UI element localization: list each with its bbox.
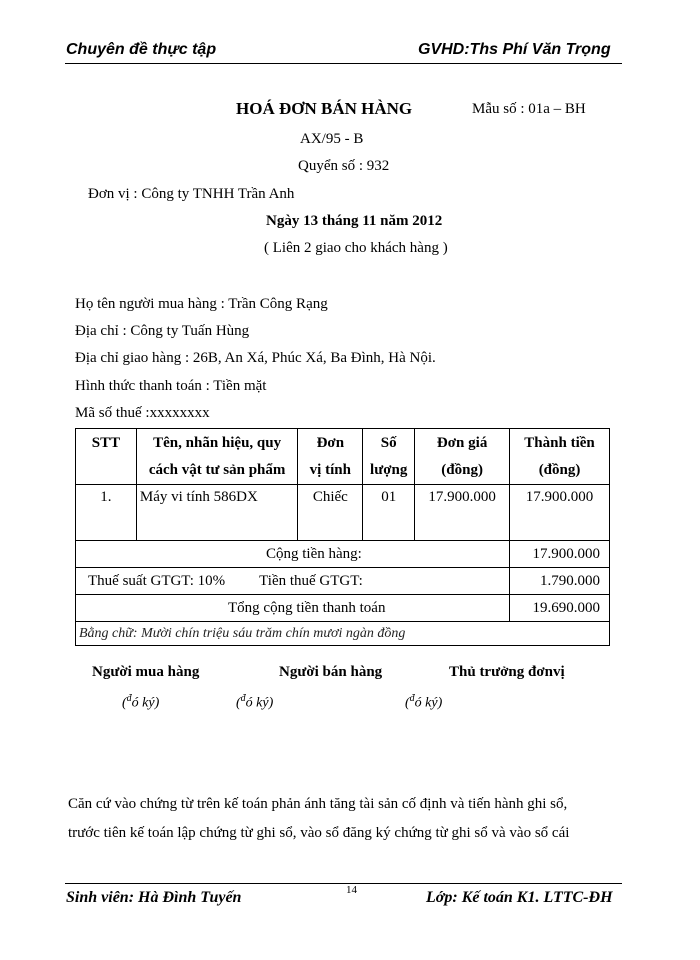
invoice-series: AX/95 - B (300, 131, 364, 147)
vat-rate: Thuế suất GTGT: 10% (88, 572, 226, 589)
amount-in-words: Bằng chữ: Mười chín triệu sáu trăm chín mươi ngàn đồng (76, 622, 610, 646)
subtotal-row (76, 541, 610, 568)
signature-buyer-label: Người mua hàng (92, 664, 200, 680)
col-header-amount: Thành tiền (đồng) (510, 429, 610, 485)
row-price: 17.900.000 (415, 485, 510, 541)
signature-seller-signed: ($^đ$ó ký) (236, 693, 274, 711)
col-header-quantity: Số lượng (363, 429, 415, 485)
col-header-price: Đơn giá (đồng) (415, 429, 510, 485)
total-label: Tổng cộng tiền thanh toán (76, 595, 510, 622)
table-header-row (76, 429, 610, 485)
subtotal-value: 17.900.000 (510, 541, 610, 568)
total-value: 19.690.000 (510, 595, 610, 622)
signature-seller-label: Người bán hàng (279, 664, 383, 680)
col-header-stt: STT (76, 429, 137, 485)
body-line-2: trước tiên kế toán lập chứng từ ghi sổ, vào sổ đăng ký chứng từ ghi sổ và vào sổ cái (68, 825, 570, 841)
header-divider (65, 63, 622, 64)
in-words-row (76, 622, 610, 646)
row-amount: 17.900.000 (510, 485, 610, 541)
vat-label: Tiền thuế GTGT: (259, 572, 363, 589)
payment-method: Hình thức thanh toán : Tiền mặt (75, 378, 267, 394)
buyer-address: Địa chỉ : Công ty Tuấn Hùng (75, 323, 250, 339)
invoice-book-number: Quyển số : 932 (298, 158, 390, 174)
delivery-address: Địa chỉ giao hàng : 26B, An Xá, Phúc Xá, Ba Đình, Hà Nội. (75, 350, 436, 366)
footer-class: Lớp: Kế toán K1. LTTC-ĐH (426, 889, 613, 906)
subtotal-label: Cộng tiền hàng: (76, 541, 510, 568)
vat-value: 1.790.000 (510, 568, 610, 595)
signature-buyer-signed: ($^đ$ó ký) (122, 693, 160, 711)
vat-row (76, 568, 610, 595)
col-header-unit: Đơn vị tính (298, 429, 363, 485)
row-quantity: 01 (363, 485, 415, 541)
row-unit: Chiếc (298, 485, 363, 541)
header-left: Chuyên đề thực tập (66, 41, 217, 58)
row-stt: 1. (76, 485, 137, 541)
body-line-1: Căn cứ vào chứng từ trên kế toán phản ánh tăng tài sản cố định và tiến hành ghi sổ, (68, 796, 568, 812)
invoice-copy-note: ( Liên 2 giao cho khách hàng ) (264, 240, 448, 256)
row-product-name: Máy vi tính 586DX (136, 485, 298, 541)
footer-student: Sinh viên: Hà Đình Tuyến (66, 889, 242, 906)
invoice-table (75, 428, 610, 646)
col-header-name: Tên, nhãn hiệu, quy cách vật tư sản phẩm (136, 429, 298, 485)
total-row (76, 595, 610, 622)
table-row (76, 485, 610, 541)
invoice-title: HOÁ ĐƠN BÁN HÀNG (236, 99, 413, 118)
page-number: 14 (346, 884, 357, 896)
signature-head-label: Thủ trưởng đơnvị (449, 664, 565, 680)
invoice-form-number: Mẫu số : 01a – BH (472, 101, 586, 117)
buyer-name: Họ tên người mua hàng : Trần Công Rạng (75, 296, 328, 312)
signature-head-signed: ($^đ$ó ký) (405, 693, 443, 711)
header-right: GVHD:Ths Phí Văn Trọng (418, 41, 611, 58)
tax-code: Mã số thuế :xxxxxxxx (75, 405, 210, 421)
footer-divider (65, 883, 622, 884)
invoice-date: Ngày 13 tháng 11 năm 2012 (266, 213, 443, 229)
vat-cell (76, 568, 510, 595)
invoice-unit: Đơn vị : Công ty TNHH Trần Anh (88, 186, 295, 202)
